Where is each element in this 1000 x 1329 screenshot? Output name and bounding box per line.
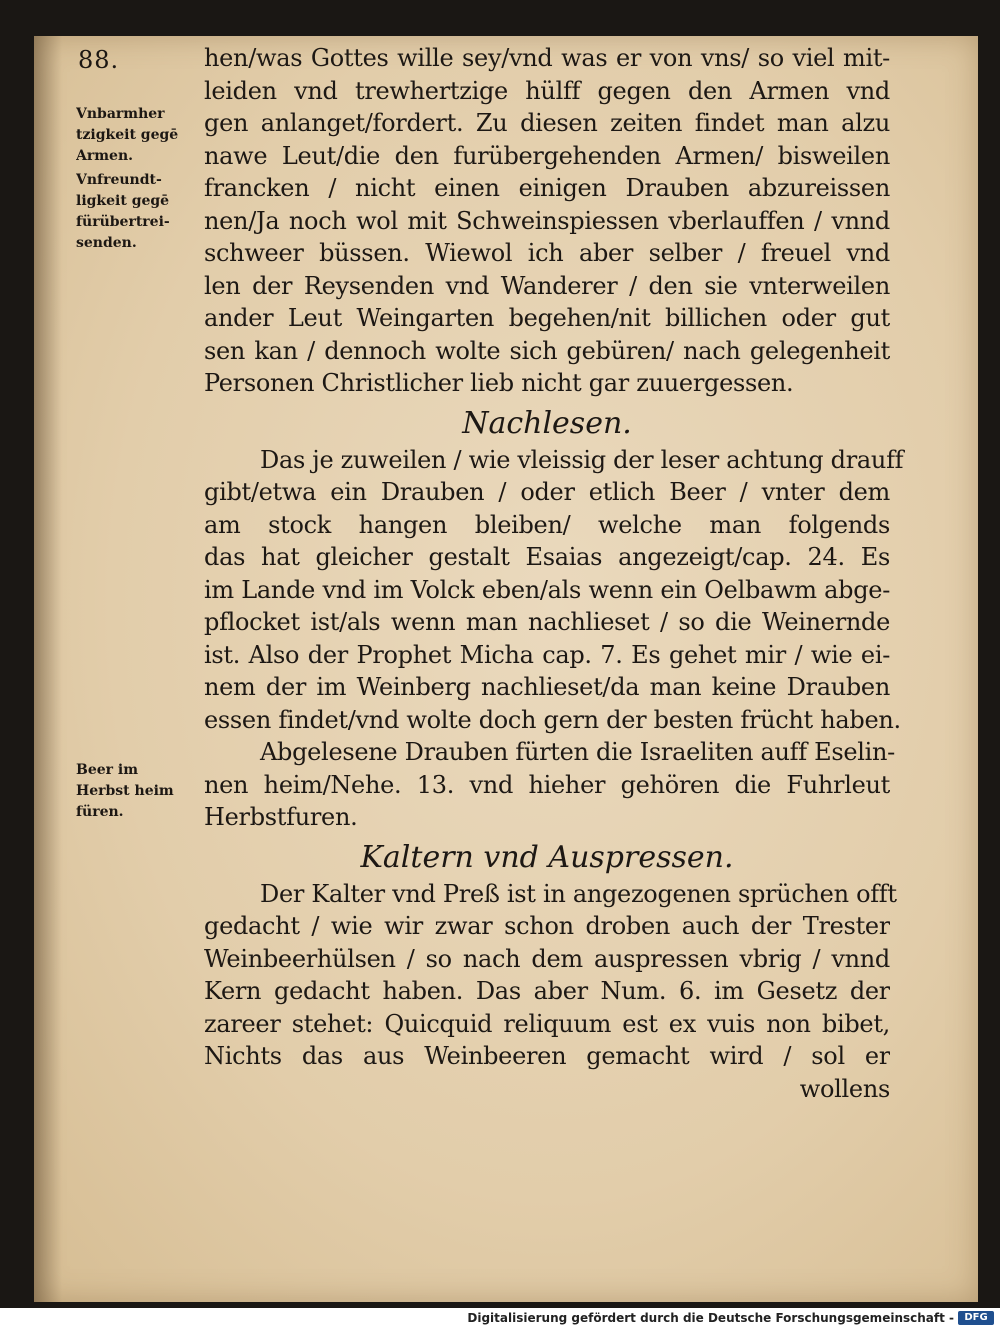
paragraph-gleaning: [204, 444, 904, 737]
text-line: pflocket ist/als wenn man nachlieset / so die Weinernde: [204, 608, 890, 636]
section-heading-nachlesen: Nachlesen.: [462, 405, 632, 441]
paragraph-israelites: [204, 736, 895, 834]
marginal-note-line: Beer im: [76, 762, 139, 778]
marginal-note-line: senden.: [76, 235, 137, 251]
marginal-note-line: Armen.: [76, 148, 134, 164]
text-line: hen/was Gottes wille sey/vnd was er von vns/ so viel mit-: [204, 44, 890, 72]
page-number: 88.: [78, 46, 120, 74]
text-line: Personen Christlicher lieb nicht gar zuuergessen.: [204, 369, 794, 397]
marginal-note-line: Vnbarmher: [76, 106, 165, 122]
marginal-note-line: Herbst heim: [76, 783, 174, 799]
text-line: am stock hangen bleiben/ welche man folgends: [204, 510, 890, 539]
text-line: essen findet/vnd wolte doch gern der besten frücht haben.: [204, 705, 901, 734]
marginal-note-mercy: [76, 104, 211, 167]
text-line: len der Reysenden vnd Wanderer / den sie vnterweilen: [204, 271, 890, 300]
marginal-note-line: füren.: [76, 804, 124, 820]
text-line: nem der im Weinberg nachlieset/da man keine Drauben: [204, 673, 890, 701]
text-line: Das je zuweilen / wie vleissig der leser achtung drauff: [260, 445, 904, 474]
text-line: im Lande vnd im Volck eben/als wenn ein Oelbawm abge-: [204, 575, 890, 604]
text-line: ist. Also der Prophet Micha cap. 7. Es gehet mir / wie ei-: [204, 640, 890, 669]
text-line: Herbstfuren.: [204, 803, 358, 831]
main-text-block: [204, 42, 904, 1105]
text-line: nen heim/Nehe. 13. vnd hieher gehören die Fuhrleut: [204, 770, 890, 799]
text-line: schweer büssen. Wiewol ich aber selber / freuel vnd: [204, 239, 890, 267]
marginal-note-line: ligkeit gegē: [76, 193, 170, 209]
footer-bar: [0, 1308, 1000, 1329]
text-line: francken / nicht einen einigen Drauben abzureissen: [204, 174, 890, 202]
paragraph-charity: [204, 42, 890, 400]
marginal-note-line: fürübertrei-: [76, 214, 170, 230]
dfg-logo: DFG: [958, 1311, 994, 1325]
text-line: Kern gedacht haben. Das aber Num. 6. im Gesetz der: [204, 977, 890, 1005]
text-line: nawe Leut/die den furübergehenden Armen/ bisweilen: [204, 141, 890, 170]
page-gutter: [34, 36, 62, 1302]
text-line: gedacht / wie wir zwar schon droben auch der Trester: [204, 912, 890, 940]
text-line: leiden vnd trewhertzige hülff gegen den Armen vnd: [204, 76, 890, 105]
text-line: Der Kalter vnd Preß ist in angezogenen sprüchen offt: [260, 879, 897, 908]
marginal-note-travellers: [76, 170, 211, 254]
text-line: gibt/etwa ein Drauben / oder etlich Beer / vnter dem: [204, 478, 890, 506]
text-line: ander Leut Weingarten begehen/nit billichen oder gut: [204, 304, 890, 332]
marginal-note-line: tzigkeit gegē: [76, 127, 179, 143]
funding-notice: Digitalisierung gefördert durch die Deutsche Forschungsgemeinschaft -: [467, 1311, 954, 1325]
text-line: Weinbeerhülsen / so nach dem auspressen vbrig / vnnd: [204, 944, 890, 973]
section-heading-kaltern: Kaltern vnd Auspressen.: [360, 839, 734, 875]
text-line: zareer stehet: Quicquid reliquum est ex vuis non bibet,: [204, 1009, 890, 1038]
marginal-note-harvest: [76, 760, 211, 823]
text-line: Abgelesene Drauben fürten die Israeliten auff Eselin-: [260, 738, 895, 766]
text-line: das hat gleicher gestalt Esaias angezeigt/cap. 24. Es: [204, 543, 890, 571]
text-line: sen kan / dennoch wolte sich gebüren/ nach gelegenheit: [204, 336, 890, 365]
text-line: gen anlanget/fordert. Zu diesen zeiten findet man alzu: [204, 109, 890, 137]
text-line: nen/Ja noch wol mit Schweinspiessen vberlauffen / vnnd: [204, 206, 890, 235]
marginal-note-line: Vnfreundt-: [76, 172, 162, 188]
text-line: Nichts das aus Weinbeeren gemacht wird / sol er: [204, 1042, 890, 1070]
paragraph-press: [204, 878, 897, 1073]
catchword: wollens: [799, 1074, 890, 1103]
